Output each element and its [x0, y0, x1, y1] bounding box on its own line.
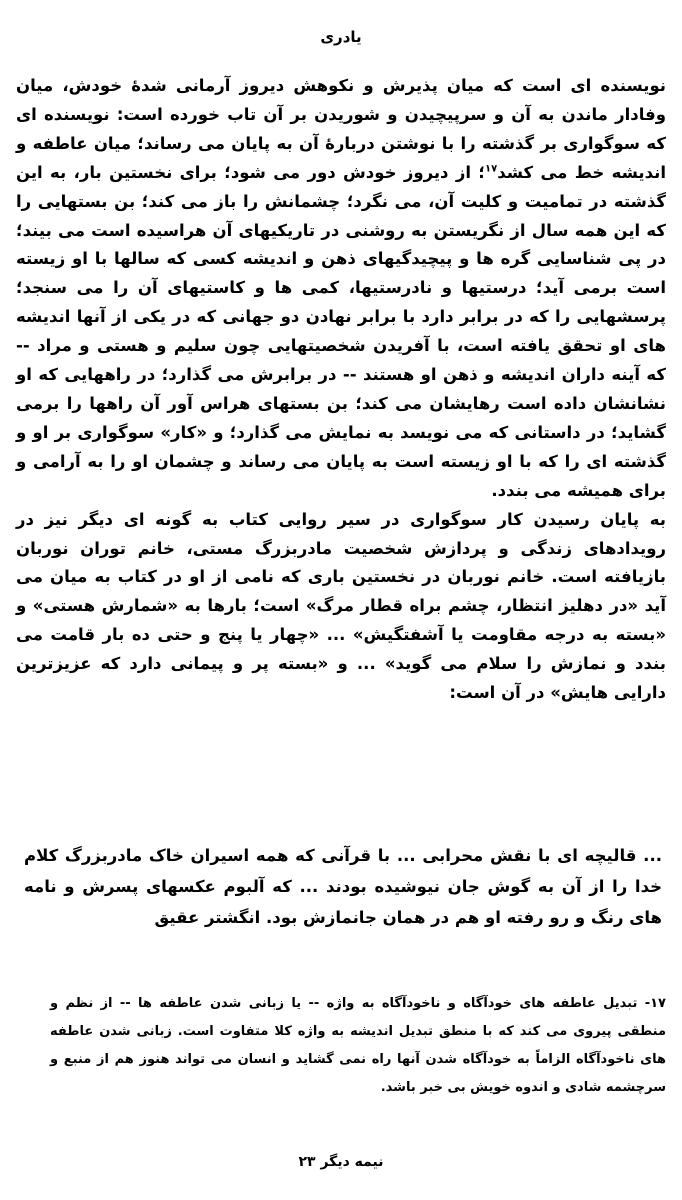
paragraph-1	[16, 72, 666, 506]
block-quote-text: ... قالیچه ای با نقش محرابی ... با قرآنی که همه اسیران خاک مادربزرگ کلام خدا را از آن به گوش جان نیوشیده بودند ... که آلبوم عکسهای پسرش و نامه های رنگ و رو رفته او هم در همان جانمازش بود. انگشتر عقیق	[24, 846, 662, 927]
paragraph-2: به پایان رسیدن کار سوگواری در سیر روایی کتاب به گونه ای دیگر نیز در رویدادهای زندگی و پردازش شخصیت مادربزرگ مستی، خانم توران نوربان بازیافته است. خانم نوربان در نخستین باری که نامی از او در کتاب به میان می آید «در دهلیز انتظار، چشم براه قطار مرگ» است؛ بارها به «شمارش هستی» و «بسته به درجه مقاومت یا آشفتگیش» ... «چهار یا پنج و حتی ده بار قامت می بندد و نمازش را سلام می گوید» ... و «بسته پر و پیمانی دارد که عزیزترین دارایی هایش» در آن است:	[16, 509, 666, 703]
paragraph-1-part-1: نویسنده ای است که میان پذیرش و نکوهش دیروز آرمانی شدهٔ خودش، میان وفادار ماندن به آن و سرپیچیدن و شوریدن بر آن تاب خورده است: نویسنده ای که سوگواری بر گذشته را با نوشتن دربارهٔ آن به پایان می رساند؛ میان عاطفه و اندیشه خط می کشد	[16, 76, 667, 182]
main-text	[16, 72, 666, 708]
footnote-text: ۱۷- تبدیل عاطفه های خودآگاه و ناخودآگاه به واژه -- یا زبانی شدن عاطفه ها -- از نظم و منطقی پیروی می کند که با منطق تبدیل اندیشه به واژه کلا متفاوت است. زبانی شدن عاطفه های ناخودآگاه الزاماً به خودآگاه شدن آنها راه نمی گشاید و انسان می تواند هنوز هم از منبع و سرچشمه شادی و اندوه خویش بی خبر باشد.	[50, 996, 666, 1095]
paragraph-1-part-2: ؛ از دیروز خودش دور می شود؛ برای نخستین بار، به این گذشته در تمامیت و کلیت آن، می نگرد؛ چشمانش را باز می کند؛ بن بستهایی را که این همه سال از نگریستن به روشنی در تاریکیهای آن هراسیده است می بیند؛ در پی شناسایی گره ها و پیچیدگیهای ذهن و اندیشه کسی که سالها با او زیسته است برمی آید؛ درستیها و نادرستیها، کمی ها و کاستیهای آن را می سنجد؛ پرسشهایی را که در برابر دارد با برابر نهادن دو جهانی که در یکی از آنها اندیشه های او تحقق یافته است، با آفریدن شخصیتهایی چون سلیم و هستی و مراد -- که آینه داران اندیشه و ذهن او هستند -- در برابرش می گذارد؛ در راههایی که او نشانشان داده است رهایشان می کند؛ بن بستهای هراس آور آن راهها را برمی گشاید؛ در داستانی که می نویسد به نمایش می گذارد؛ و «کار» سوگواری بر او و گذشته ای را که با او زیسته است به پایان می رساند و چشمان او را به آرامی و برای همیشه می بندد.	[16, 162, 666, 500]
footnote-reference: ۱۷	[484, 163, 498, 175]
running-header: یادری	[320, 28, 362, 46]
page-footer: نیمه دیگر ۲۳	[298, 1154, 384, 1170]
footnote	[50, 990, 666, 1102]
block-quote	[24, 840, 662, 933]
